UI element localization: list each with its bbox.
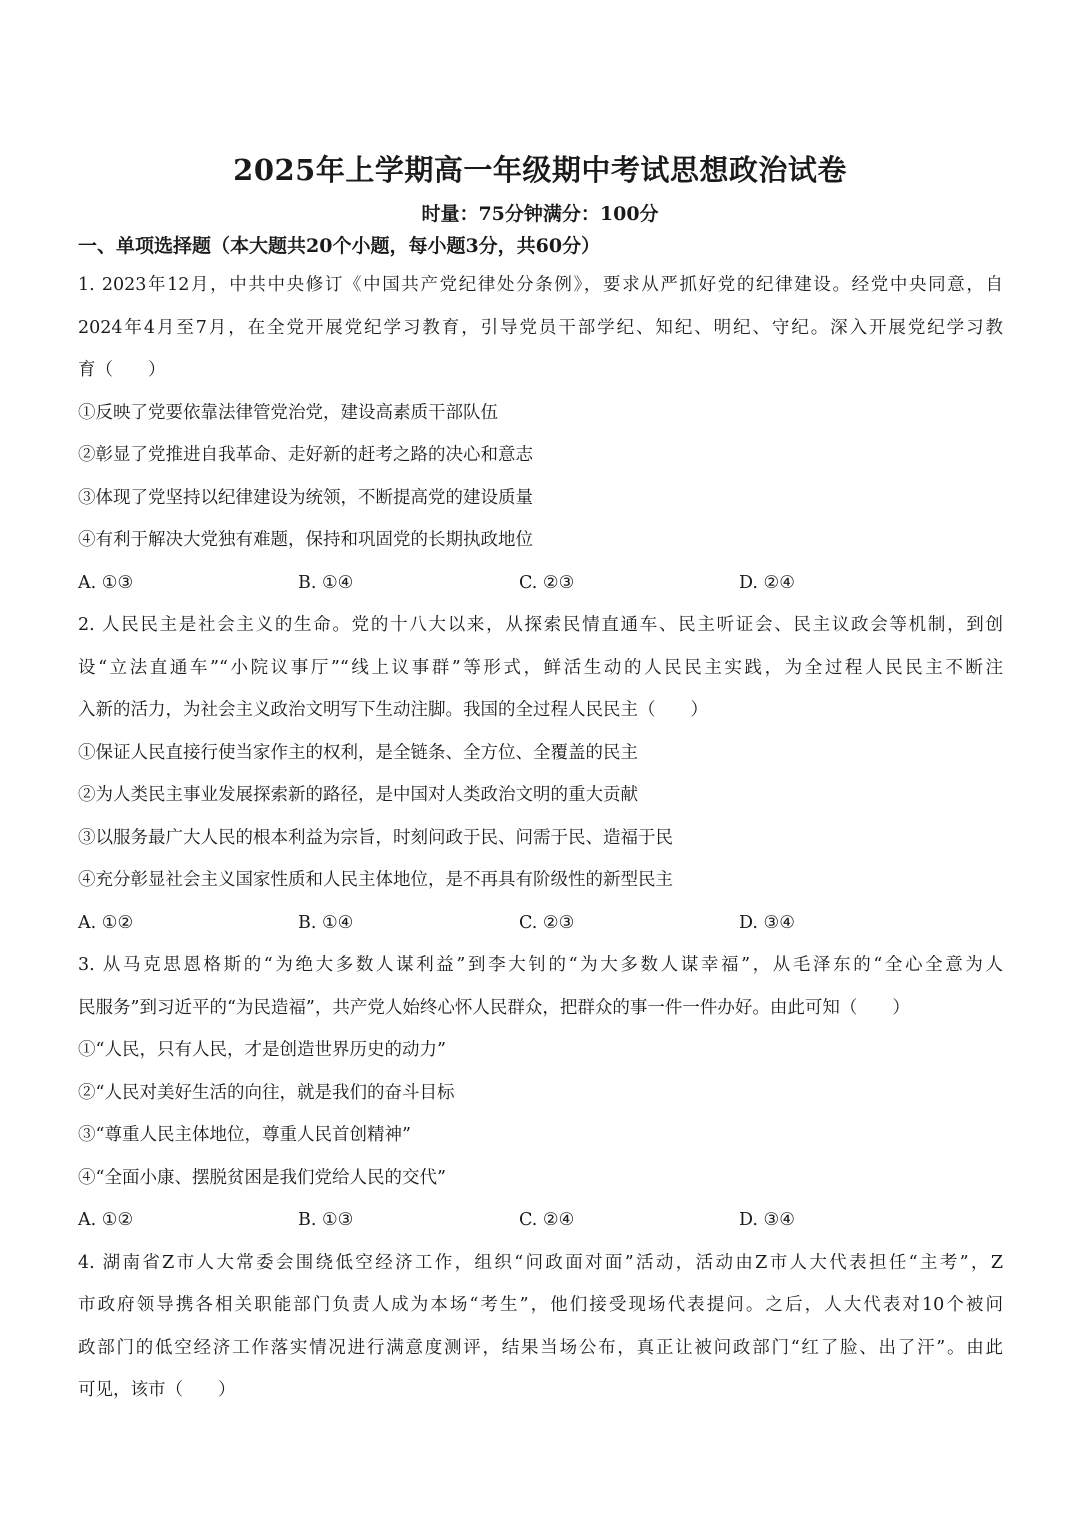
- question-stem-line: 育（ ）: [78, 360, 166, 380]
- answer-choice-d: D. ③④: [739, 1210, 795, 1230]
- question-stem-line: 可见，该市（ ）: [78, 1380, 236, 1400]
- statement-option: ④“全面小康、摆脱贫困是我们党给人民的交代”: [78, 1167, 446, 1188]
- answer-choices: [78, 1199, 1003, 1242]
- statement-option: ①“人民，只有人民，才是创造世界历史的动力”: [78, 1040, 446, 1060]
- question-stem-line: 2024年4月至7月，在全党开展党纪学习教育，引导党员干部学纪、知纪、明纪、守纪。深入开展党纪学习教: [78, 317, 1003, 338]
- statement-option: ③“尊重人民主体地位，尊重人民首创精神”: [78, 1125, 411, 1145]
- question-stem-line: 2. 人民民主是社会主义的生命。党的十八大以来，从探索民情直通车、民主听证会、民主议政会等机制，到创: [78, 615, 1003, 635]
- question-3: [78, 944, 1003, 1242]
- answer-choice-b: B. ①④: [298, 912, 354, 933]
- question-stem-line: 1. 2023年12月，中共中央修订《中国共产党纪律处分条例》，要求从严抓好党的纪律建设。经党中央同意，自: [78, 275, 1003, 295]
- answer-choice-c: C. ②③: [519, 572, 575, 593]
- answer-choice-d: D. ②④: [739, 572, 795, 593]
- question-stem-line: 民服务”到习近平的“为民造福”，共产党人始终心怀人民群众，把群众的事一件一件办好。由此可知（ ）: [78, 997, 910, 1018]
- answer-choice-c: C. ②④: [519, 1210, 575, 1230]
- answer-choice-a: A. ①②: [78, 1210, 134, 1230]
- statement-option: ③以服务最广大人民的根本利益为宗旨，时刻问政于民、问需于民、造福于民: [78, 827, 673, 848]
- answer-choices: [78, 902, 1003, 945]
- questions-body: [78, 264, 1003, 1412]
- answer-choice-a: A. ①③: [78, 572, 134, 593]
- statement-option: ②彰显了党推进自我革命、走好新的赶考之路的决心和意志: [78, 445, 533, 465]
- exam-duration-score: 时量：75分钟满分：100分: [421, 203, 659, 225]
- statement-option: ②为人类民主事业发展探索新的路径，是中国对人类政治文明的重大贡献: [78, 785, 638, 805]
- statement-option: ④充分彰显社会主义国家性质和人民主体地位，是不再具有阶级性的新型民主: [78, 870, 673, 890]
- statement-option: ①保证人民直接行使当家作主的权利，是全链条、全方位、全覆盖的民主: [78, 742, 638, 763]
- question-stem-line: 4. 湖南省Z市人大常委会围绕低空经济工作，组织“问政面对面”活动，活动由Z市人大代表担任“主考”，Z: [78, 1252, 1003, 1273]
- section-heading: 一、单项选择题（本大题共20个小题，每小题3分，共60分）: [78, 235, 601, 257]
- question-4: [78, 1242, 1003, 1412]
- statement-option: ④有利于解决大党独有难题，保持和巩固党的长期执政地位: [78, 530, 533, 550]
- exam-title: 2025年上学期高一年级期中考试思想政治试卷: [233, 153, 847, 187]
- statement-option: ②“人民对美好生活的向往，就是我们的奋斗目标: [78, 1082, 455, 1103]
- question-stem-line: 政部门的低空经济工作落实情况进行满意度测评，结果当场公布，真正让被问政部门“红了脸、出了汗”。由此: [78, 1337, 1003, 1358]
- statement-option: ①反映了党要依靠法律管党治党，建设高素质干部队伍: [78, 402, 498, 423]
- answer-choices: [78, 562, 1003, 605]
- answer-choice-b: B. ①③: [298, 1210, 354, 1230]
- answer-choice-c: C. ②③: [519, 912, 575, 933]
- question-1: [78, 264, 1003, 604]
- question-stem-line: 设“立法直通车”“小院议事厅”“线上议事群”等形式，鲜活生动的人民民主实践，为全过程人民民主不断注: [78, 657, 1003, 678]
- statement-option: ③体现了党坚持以纪律建设为统领，不断提高党的建设质量: [78, 487, 533, 508]
- answer-choice-b: B. ①④: [298, 572, 354, 593]
- question-stem-line: 3. 从马克思恩格斯的“为绝大多数人谋利益”到李大钊的“为大多数人谋幸福”，从毛泽东的“全心全意为人: [78, 955, 1003, 975]
- answer-choice-d: D. ③④: [739, 912, 795, 933]
- question-stem-line: 入新的活力，为社会主义政治文明写下生动注脚。我国的全过程人民民主（ ）: [78, 700, 708, 720]
- answer-choice-a: A. ①②: [78, 912, 134, 933]
- question-2: [78, 604, 1003, 944]
- question-stem-line: 市政府领导携各相关职能部门负责人成为本场“考生”，他们接受现场代表提问。之后，人大代表对10个被问: [78, 1295, 1003, 1315]
